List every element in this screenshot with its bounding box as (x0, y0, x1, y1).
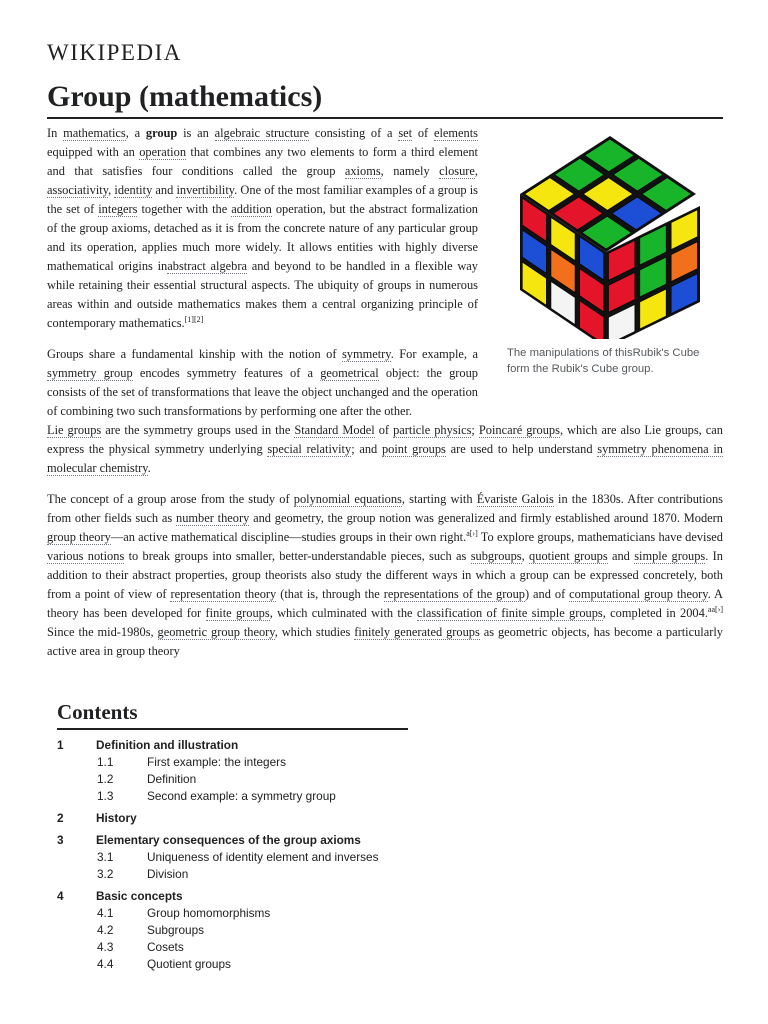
text-run: operation, but the abstract formalization of the group axioms, detached as it is from the concrete nature of any particular group and its operation, applies much more widely. It allows entities with highly diverse mathematical origins in (47, 202, 478, 273)
toc-label: Division (147, 867, 189, 881)
text-run: , which are also Lie groups, can express the physical symmetry underlying (47, 423, 723, 456)
article-link[interactable]: Évariste Galois (476, 492, 554, 506)
text-run: object: the group consists of the set of transformations that leave the object unchanged and the operation of combining two such transformations by performing one after the other. (47, 366, 478, 418)
toc-number: 4 (57, 889, 64, 903)
text-run: to break groups into smaller, better-understandable pieces, such as (124, 549, 471, 563)
toc-number: 3.2 (97, 867, 114, 881)
article-link[interactable]: integers (98, 202, 138, 216)
toc-number: 1 (57, 738, 64, 752)
article-link[interactable]: finite groups (205, 606, 270, 620)
article-link[interactable]: Poincaré groups (478, 423, 560, 437)
text-run: , namely (380, 164, 440, 178)
toc-section[interactable] (57, 888, 408, 905)
text-run: . For example, a (390, 347, 478, 361)
article-link[interactable]: group theory (47, 530, 111, 544)
article-link[interactable]: symmetry (341, 347, 391, 361)
intro-paragraph-2 (47, 345, 478, 421)
toc-subsection[interactable] (57, 754, 408, 771)
text-run: . A theory has been developed for (47, 587, 723, 620)
intro-paragraph-3 (47, 421, 723, 478)
text-run: ; (471, 423, 479, 437)
article-link[interactable]: Standard Model (294, 423, 375, 437)
text-run: and (152, 183, 177, 197)
article-link[interactable]: subgroups (470, 549, 522, 563)
text-run: . One of the most familiar examples of a group is the set of (47, 183, 478, 216)
toc-spacer (57, 973, 408, 978)
text-run: In (47, 126, 64, 140)
article-link[interactable]: set (398, 126, 413, 140)
text-run: are the symmetry groups used in the (101, 423, 295, 437)
text-run: and (607, 549, 635, 563)
toc-subsection[interactable] (57, 849, 408, 866)
rubiks-cube-icon (498, 124, 723, 339)
text-run: , completed in 2004. (602, 606, 708, 620)
text-run: of (374, 423, 394, 437)
toc-label: Definition (147, 772, 197, 786)
toc-subsection[interactable] (57, 866, 408, 883)
text-run: . (147, 461, 151, 475)
toc-section[interactable] (57, 832, 408, 849)
toc-number: 2 (57, 811, 64, 825)
text-run: are used to help understand (445, 442, 598, 456)
text-run: , (521, 549, 530, 563)
text-run: in the 1830s. After contributions from other fields such as (47, 492, 724, 525)
text-run: Since the mid-1980s, (47, 625, 158, 639)
intro-paragraph-4 (47, 490, 723, 661)
citation-ref[interactable]: a[›] (466, 528, 478, 538)
text-run: , which culminated with the (269, 606, 417, 620)
text-run: , starting with (401, 492, 477, 506)
text-run: and geometry, the group notion was generalized and firmly established around 1870. Modern (249, 511, 723, 525)
article-link[interactable]: special relativity (267, 442, 352, 456)
article-link[interactable]: algebraic structure (214, 126, 310, 140)
article-link[interactable]: invertibility (176, 183, 235, 197)
toc-number: 4.4 (97, 957, 114, 971)
text-run: , (108, 183, 115, 197)
article-link[interactable]: symmetry group (47, 366, 133, 380)
toc-label: Basic concepts (96, 889, 183, 903)
wikipedia-wordmark[interactable]: WIKIPEDIA (47, 40, 182, 65)
article-link[interactable]: abstract algebra (167, 259, 247, 273)
article-link[interactable]: representations of the group (383, 587, 525, 601)
page-title: Group (mathematics) (47, 80, 323, 113)
article-link[interactable]: geometrical (320, 366, 379, 380)
article-link[interactable]: simple groups (634, 549, 706, 563)
toc-label: Quotient groups (147, 957, 231, 971)
toc-label: Group homomorphisms (147, 906, 271, 920)
article-link[interactable]: computational group theory (569, 587, 708, 601)
article-link[interactable]: various notions (47, 549, 125, 563)
toc-list (57, 737, 408, 978)
article-link[interactable]: particle physics (393, 423, 472, 437)
text-run: Groups share a fundamental kinship with the notion of (47, 347, 342, 361)
article-link[interactable]: mathematics (63, 126, 126, 140)
text-run: encodes symmetry features of a (132, 366, 321, 380)
article-link[interactable]: addition (231, 202, 272, 216)
toc-label: First example: the integers (147, 755, 286, 769)
article-link[interactable]: number theory (176, 511, 250, 525)
text-run: (that is, through the (276, 587, 384, 601)
toc-number: 1.3 (97, 789, 114, 803)
text-run: , a (125, 126, 146, 140)
toc-label: Uniqueness of identity element and inverses (147, 850, 379, 864)
rubiks-cube-image[interactable] (498, 124, 723, 364)
text-run: that combines any two elements to form a third element and that satisfies four conditions called the group (47, 145, 479, 178)
toc-label: Elementary consequences of the group axioms (96, 833, 361, 847)
toc-label: Definition and illustration (96, 738, 239, 752)
text-run: , (474, 164, 479, 178)
toc-number: 4.1 (97, 906, 114, 920)
toc-label: History (96, 811, 137, 825)
toc-label: Cosets (147, 940, 184, 954)
text-run: and beyond to be handled in a flexible way while retaining their essential structural aspects. The ubiquity of groups in numerous areas within and outside mathematics makes them a central organizing principle of contemporary mathematics. (47, 259, 478, 330)
table-of-contents (57, 700, 408, 978)
toc-number: 3 (57, 833, 64, 847)
text-run: The concept of a group arose from the study of (47, 492, 294, 506)
citation-ref[interactable]: aa[›] (707, 604, 724, 614)
article-link[interactable]: closure (439, 164, 475, 178)
toc-number: 3.1 (97, 850, 114, 864)
text-run: of (412, 126, 434, 140)
text-run: ) and of (524, 587, 570, 601)
toc-number: 4.3 (97, 940, 114, 954)
article-link[interactable]: quotient groups (529, 549, 608, 563)
article-link[interactable]: operation (139, 145, 187, 159)
article-link[interactable]: associativity (47, 183, 109, 197)
text-run: —an active mathematical discipline—studies groups in their own right. (110, 530, 467, 544)
text-run: consisting of a (309, 126, 399, 140)
toc-subsection[interactable] (57, 788, 408, 805)
article-link[interactable]: point groups (381, 442, 446, 456)
toc-label: Subgroups (147, 923, 205, 937)
article-link[interactable]: polynomial equations (293, 492, 402, 506)
toc-number: 4.2 (97, 923, 114, 937)
toc-section[interactable] (57, 737, 408, 754)
toc-number: 1.1 (97, 755, 114, 769)
text-run: , which studies (274, 625, 355, 639)
text-run: ; and (351, 442, 382, 456)
contents-divider (57, 728, 408, 730)
article-link[interactable]: elements (433, 126, 478, 140)
article-link[interactable]: axioms (344, 164, 381, 178)
article-link[interactable]: Lie groups (47, 423, 102, 437)
contents-heading: Contents (57, 700, 138, 724)
article-link[interactable]: finitely generated groups (354, 625, 480, 639)
toc-number: 1.2 (97, 772, 114, 786)
toc-label: Second example: a symmetry group (147, 789, 336, 803)
toc-subsection[interactable] (57, 905, 408, 922)
toc-subsection[interactable] (57, 939, 408, 956)
article-link[interactable]: symmetry phenomena in molecular chemistry (47, 442, 723, 475)
article-link[interactable]: representation theory (170, 587, 277, 601)
bold-term: group (145, 126, 178, 140)
intro-paragraph-1 (47, 124, 478, 333)
article-link[interactable]: identity (114, 183, 153, 197)
text-run: as geometric objects, has become a particularly active area in group theory (47, 625, 723, 658)
toc-subsection[interactable] (57, 771, 408, 788)
toc-subsection[interactable] (57, 922, 408, 939)
text-run: . In addition to their abstract properties, group theorists also study the different ways in which a group can be expressed concretely, both from a point of view of (47, 549, 723, 601)
text-run: together with the (137, 202, 232, 216)
figure-caption: The manipulations of thisRubik's Cube form the Rubik's Cube group. (507, 347, 700, 375)
citation-ref[interactable]: [1][2] (184, 314, 204, 324)
text-run: is an (177, 126, 215, 140)
title-divider (47, 117, 723, 119)
text-run: equipped with an (47, 145, 140, 159)
article-link[interactable]: classification of finite simple groups (416, 606, 603, 620)
toc-section[interactable] (57, 810, 408, 827)
text-run: To explore groups, mathematicians have devised (477, 530, 723, 544)
article-link[interactable]: geometric group theory (157, 625, 275, 639)
toc-subsection[interactable] (57, 956, 408, 973)
